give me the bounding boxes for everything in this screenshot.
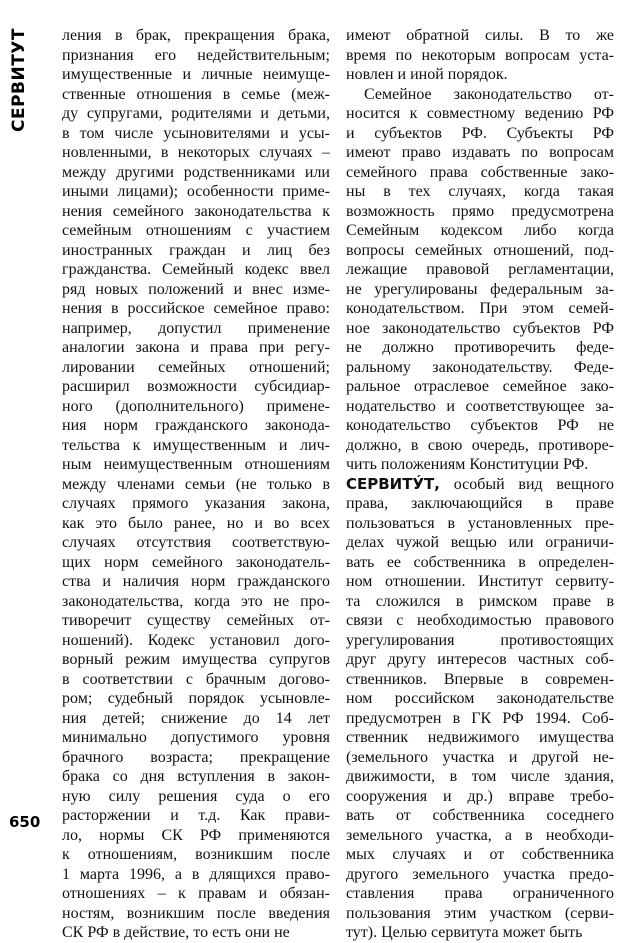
text-line: нения в российское семейное право: — [62, 300, 330, 317]
text-line: 1 марта 1996, а в длящихся право- — [62, 865, 330, 883]
text-line: ную силу решения суда о его — [62, 787, 330, 805]
text-line: случаях отсутствия соответствую- — [62, 534, 330, 551]
running-head-text: СЕРВИТУТ — [9, 27, 29, 133]
text-line: гражданства. Семейный кодекс ввел — [62, 261, 330, 278]
text-line: семейного права собственные зако- — [346, 163, 614, 181]
text-line: та сложился в римском праве в — [346, 592, 614, 610]
text-line: ственников. Впервые в современ- — [346, 670, 614, 688]
text-line: конодательством. При этом семей- — [346, 300, 614, 317]
text-line: ны в тех случаях, когда такая — [346, 183, 614, 200]
text-line: расторжении и т.д. Как прави- — [62, 807, 330, 824]
text-line: ном отношении. Институт сервиту- — [346, 573, 614, 590]
text-line: ного (дополнительного) примене- — [62, 397, 330, 415]
text-line: случаях прямого указания закона, — [62, 495, 330, 512]
text-line: пользования этим участком (серви- — [346, 904, 614, 922]
text-line: время по некоторым вопросам уста- — [346, 46, 614, 64]
text-line: ром; судебный порядок усыновле- — [62, 690, 330, 707]
text-line: другого земельного участка предо- — [346, 865, 614, 883]
text-line: ворный режим имущества супругов — [62, 651, 330, 668]
text-line: ду супругами, родителями и детьми, — [62, 105, 330, 122]
text-line: ральному законодательству. Феде- — [346, 358, 614, 376]
text-line: Семейное законодательство от- — [364, 85, 614, 103]
text-line: права, заключающийся в праве — [346, 495, 614, 512]
text-line: чить положениям Конституции РФ. — [346, 456, 589, 473]
text-line: носится к совместному ведению РФ — [346, 105, 614, 122]
text-line: вать ее собственника в определен- — [346, 553, 614, 571]
text-line: предусмотрен в ГК РФ 1994. Соб- — [346, 709, 614, 727]
text-line: связи с необходимостью правового — [346, 612, 614, 629]
right-column — [346, 26, 614, 943]
text-line: урегулирования противостоящих — [346, 631, 614, 649]
text-line: конодательство субъектов РФ не — [346, 417, 614, 434]
text-line: должно, в свою очередь, противоре- — [346, 436, 614, 454]
text-line: ряд новых положений и внес изме- — [62, 280, 330, 298]
text-line: расширил возможности субсидиар- — [62, 378, 330, 395]
text-line: семейным отношениям с участием — [62, 222, 330, 239]
text-line: вопросы семейных отношений, под- — [346, 241, 614, 259]
text-line: СЕРВИТУ́Т, особый вид вещного — [346, 474, 614, 493]
text-line: ральное отраслевое семейное зако- — [346, 378, 614, 395]
text-line: ным неимущественным отношениям — [62, 456, 330, 473]
text-line: тут). Целью сервитута может быть — [346, 924, 583, 941]
text-line: нодательство и соответствующее за- — [346, 397, 614, 415]
text-line: сооружения и др.) вправе требо- — [346, 787, 614, 805]
text-line: минимально допустимого уровня — [62, 729, 330, 746]
text-line: ния норм гражданского законода- — [62, 417, 330, 434]
text-line: ном российском законодательстве — [346, 690, 614, 707]
text-line: земельного участка, а в необходи- — [346, 826, 614, 844]
text-line: ния детей; снижение до 14 лет — [62, 709, 330, 727]
text-line: ное законодательство субъектов РФ — [346, 319, 614, 337]
text-line: ностям, возникшим после введения — [62, 904, 330, 922]
text-line: брачного возраста; прекращение — [62, 748, 330, 766]
text-line: не урегулированы федеральным за- — [346, 280, 614, 298]
text-line: имущественные и личные неимуще- — [62, 66, 330, 83]
text-line: иностранных граждан и лиц без — [62, 241, 330, 259]
text-line: в том числе усыновителями и усы- — [62, 124, 330, 142]
left-column — [62, 26, 330, 943]
text-line: мых случаях и от собственника — [346, 846, 614, 863]
text-line: иными лицами); особенности приме- — [62, 183, 330, 200]
text-line: как это было ранее, но и во всех — [62, 514, 330, 532]
text-line: лировании семейных отношений; — [62, 358, 330, 376]
text-line: ношений). Кодекс установил дого- — [62, 631, 330, 649]
text-line: пользоваться в установленных пре- — [346, 514, 614, 532]
text-line: к отношениям, возникшим после — [62, 846, 330, 863]
text-line: друг другу интересов частных соб- — [346, 651, 614, 668]
text-line: Семейным кодексом либо когда — [346, 222, 614, 239]
text-line: (земельного участка и другой не- — [346, 748, 614, 766]
text-line: имеют обратной силы. В то же — [346, 27, 614, 44]
text-line: и субъектов РФ. Субъекты РФ — [346, 124, 614, 142]
running-head — [5, 27, 33, 133]
text-line: новленными, в некоторых случаях – — [62, 144, 330, 161]
text-line: ственник недвижимого имущества — [346, 729, 614, 746]
entry-headword: СЕРВИТУ́Т, — [346, 474, 440, 493]
text-line: щих норм семейного законодатель- — [62, 553, 330, 571]
text-line: тиворечит существу семейных от- — [62, 612, 330, 629]
text-line: возможность прямо предусмотрена — [346, 202, 614, 220]
text-line: тельства к имущественным и лич- — [62, 436, 330, 454]
text-line: движимости, в том числе здания, — [346, 768, 614, 785]
text-line: лежащие правовой регламентации, — [346, 261, 614, 278]
text-line: признания его недействительным; — [62, 46, 330, 64]
text-line: отношениях – к правам и обязан- — [62, 885, 330, 902]
text-line: ставления права ограниченного — [346, 885, 614, 902]
text-line: ления в брак, прекращения брака, — [62, 27, 330, 44]
text-line: ло, нормы СК РФ применяются — [62, 826, 330, 844]
page-number: 650 — [9, 813, 41, 831]
text-line: не должно противоречить феде- — [346, 339, 614, 356]
text-line: делах чужой вещью или ограничи- — [346, 534, 614, 551]
text-line: ства и наличия норм гражданского — [62, 573, 330, 590]
text-line: вать от собственника соседнего — [346, 807, 614, 824]
text-line: например, допустил применение — [62, 319, 330, 337]
text-line: нения семейного законодательства к — [62, 202, 330, 220]
text-line: аналогии закона и права при регу- — [62, 339, 330, 356]
text-line: ственные отношения в семье (меж- — [62, 85, 330, 103]
text-line: законодательства, когда это не про- — [62, 592, 330, 610]
text-line: между другими родственниками или — [62, 163, 330, 181]
text-line: имеют право издавать по вопросам — [346, 144, 614, 161]
text-line: СК РФ в действие, то есть они не — [62, 924, 290, 941]
text-line: в соответствии с брачным догово- — [62, 670, 330, 688]
text-line: новлен и иной порядок. — [346, 66, 508, 83]
text-line: брака со дня вступления в закон- — [62, 768, 330, 785]
text-line: между членами семьи (не только в — [62, 475, 330, 493]
